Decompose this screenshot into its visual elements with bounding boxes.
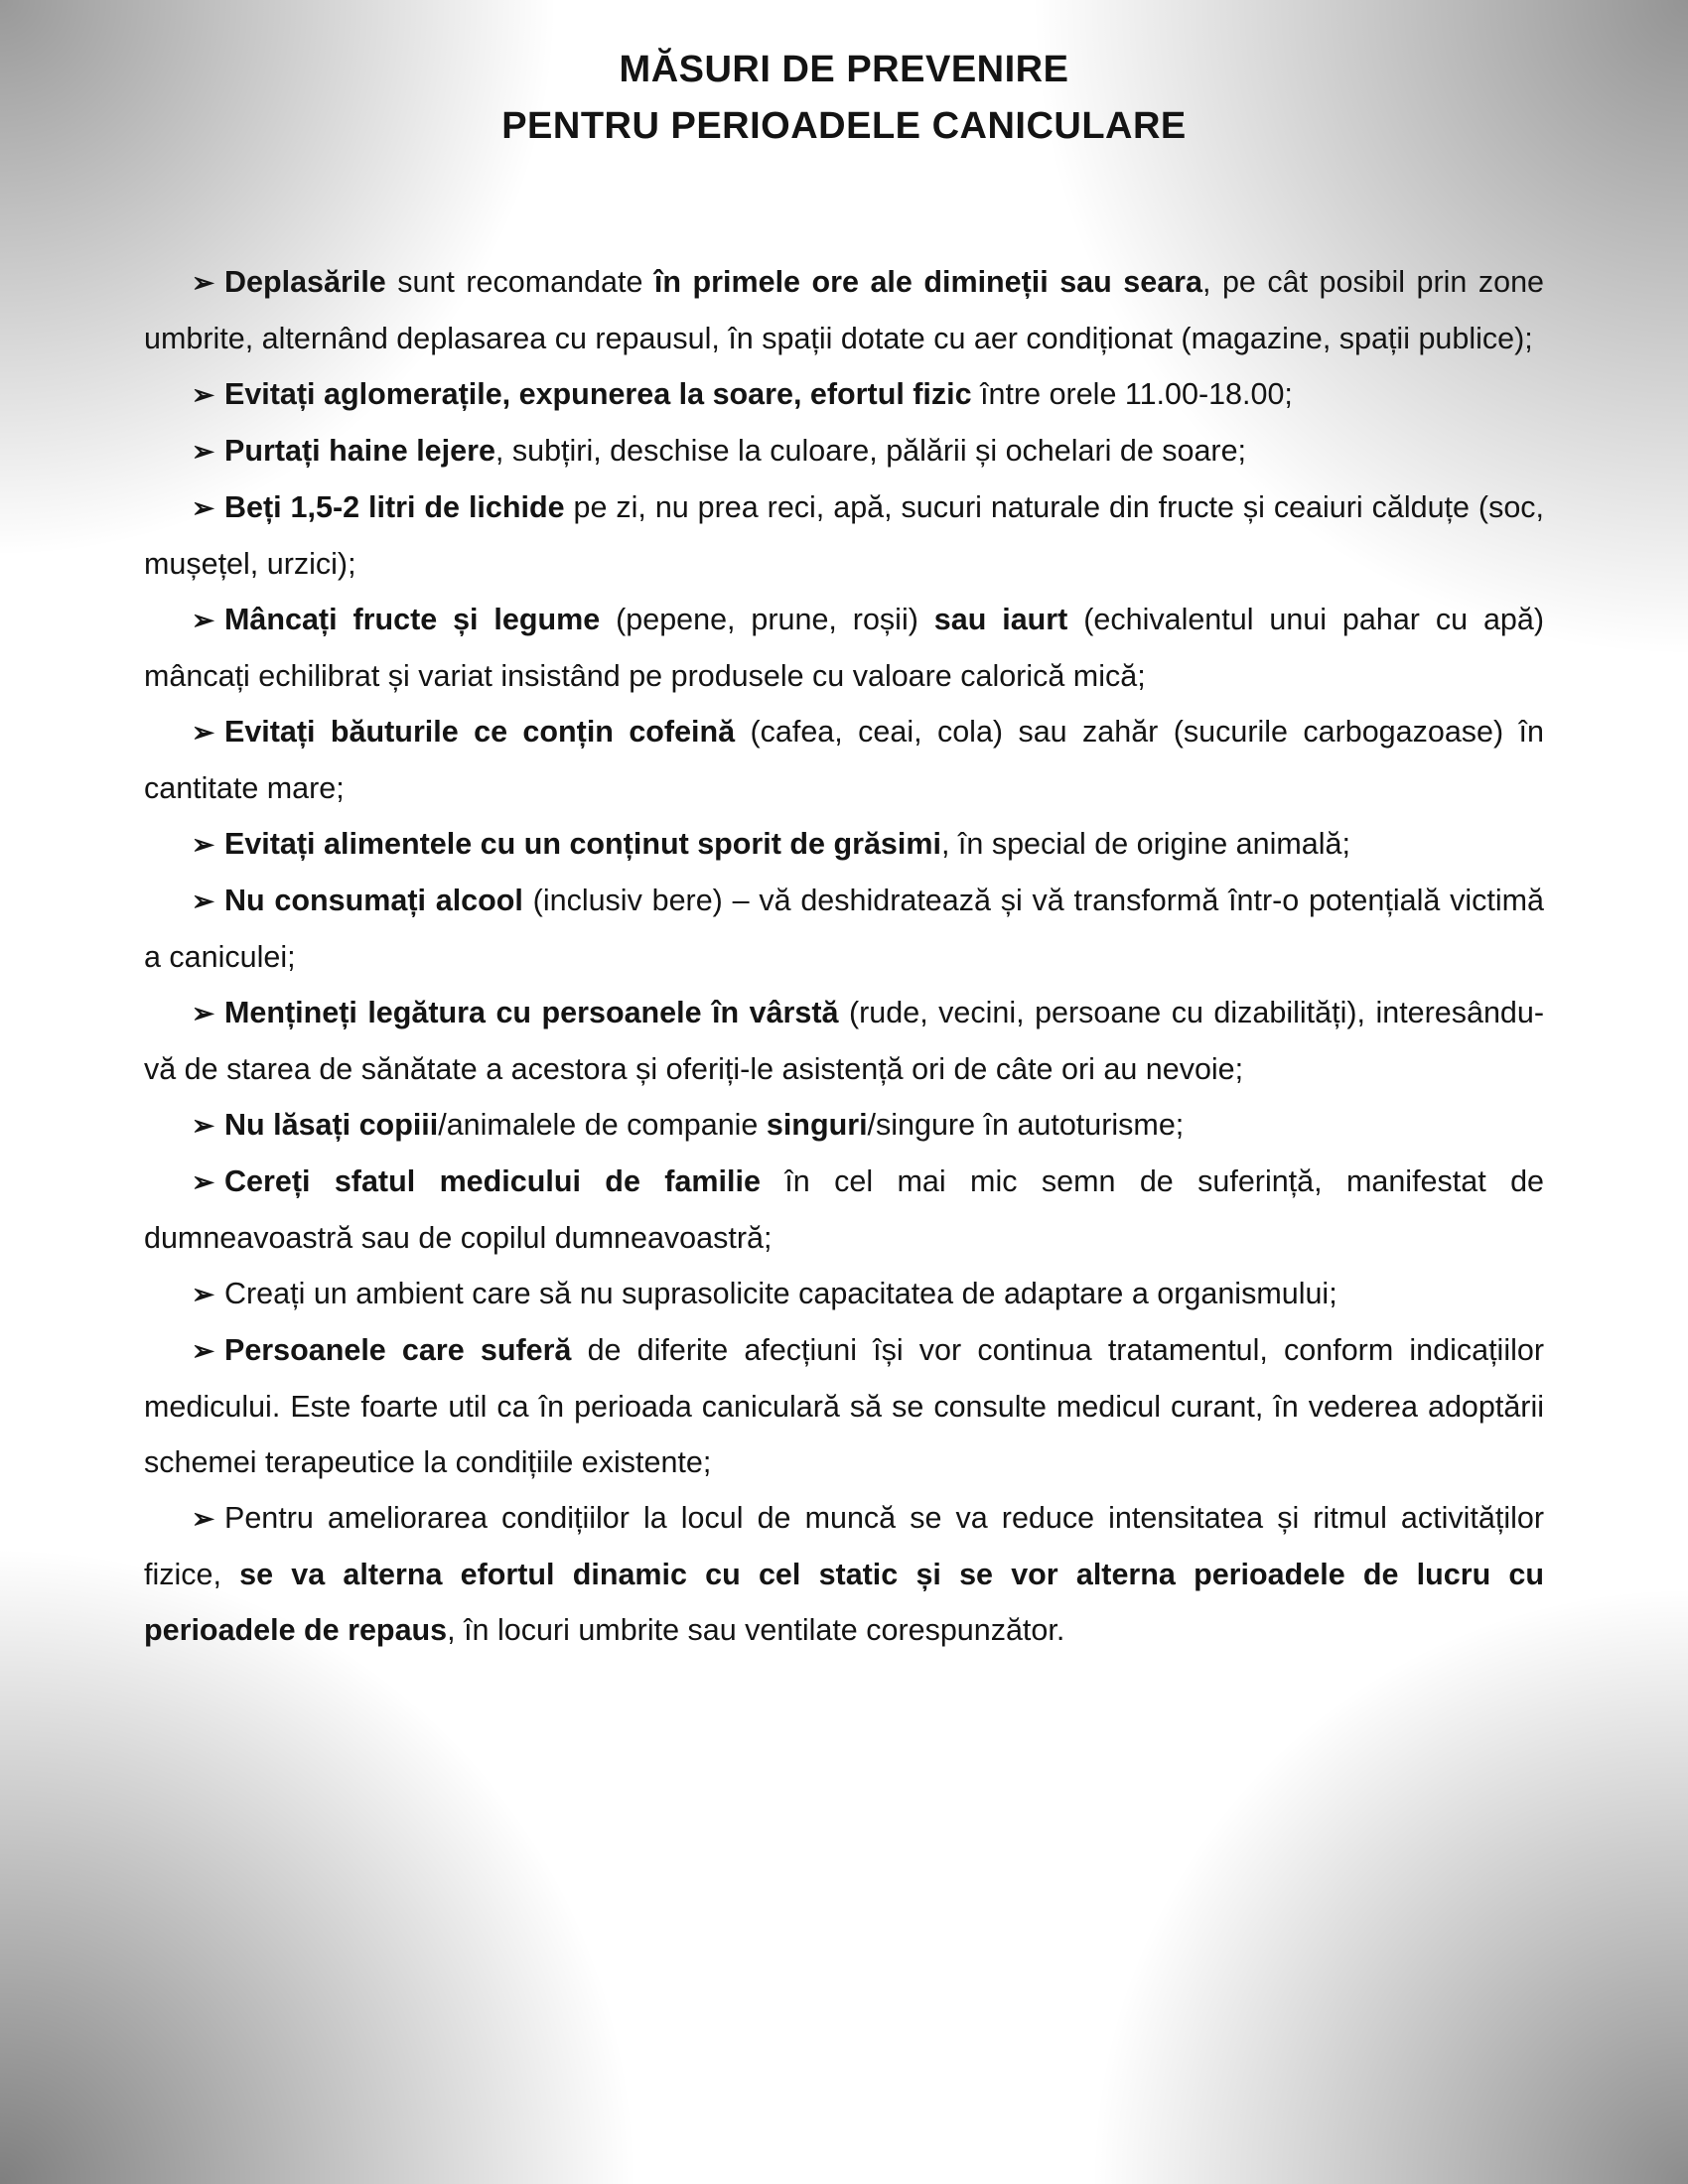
bullet-arrow-icon: ➢ [192, 605, 214, 635]
measure-text-bold: Beți 1,5-2 litri de lichide [224, 490, 565, 524]
measure-item [144, 816, 1544, 873]
measure-text: (rude, vecini, persoane cu dizabilități), interesându-vă de starea de sănătate a acestora și oferiți-le asistență ori de câte ori au nevoie; [144, 996, 1545, 1086]
measure-text: pe zi, nu prea reci, apă, sucuri naturale din fructe și ceaiuri călduțe (soc, mușețel, urzici); [144, 490, 1544, 581]
measure-item [144, 479, 1544, 592]
measure-text: (pepene, prune, roșii) [600, 603, 934, 636]
measure-text-bold: Deplasările [224, 265, 386, 299]
document-title [0, 0, 1688, 155]
measure-item [144, 1097, 1544, 1154]
bullet-arrow-icon: ➢ [192, 436, 214, 467]
measure-text: între orele 11.00-18.00; [971, 377, 1293, 411]
measure-text-bold: Evitați alimentele cu un conținut sporit de grăsimi [224, 827, 941, 861]
measure-text: , subțiri, deschise la culoare, pălării și ochelari de soare; [494, 434, 1247, 468]
bullet-arrow-icon: ➢ [192, 998, 214, 1028]
measure-item [144, 985, 1544, 1097]
bullet-arrow-icon: ➢ [192, 1335, 214, 1366]
measure-text-bold: Persoanele care suferă [224, 1333, 572, 1367]
measure-item [144, 1266, 1544, 1322]
measure-item [144, 366, 1544, 423]
measure-text: (cafea, ceai, cola) sau zahăr (sucurile carbogazoase) în cantitate mare; [144, 715, 1544, 805]
bullet-arrow-icon: ➢ [192, 1110, 214, 1141]
measure-text: Pentru ameliorarea condițiilor la locul de muncă se va reduce intensitatea și ritmul activităților fizice, [144, 1501, 1544, 1591]
title-line-2: PENTRU PERIOADELE CANICULARE [501, 105, 1187, 147]
measure-item [144, 592, 1544, 704]
measure-item [144, 873, 1544, 985]
measure-text-bold: Evitați aglomerațile, expunerea la soare, efortul fizic [224, 377, 972, 411]
measure-text-bold: se va alterna efortul dinamic cu cel static și se vor alterna perioadele de lucru cu perioadele de repaus [144, 1558, 1545, 1647]
measure-item [144, 254, 1544, 366]
measure-item [144, 1322, 1544, 1490]
bullet-arrow-icon: ➢ [192, 886, 214, 916]
bullet-arrow-icon: ➢ [192, 379, 214, 410]
measure-text: sunt recomandate [385, 265, 654, 299]
bullet-arrow-icon: ➢ [192, 267, 214, 298]
measure-text: Creați un ambient care să nu suprasolicite capacitatea de adaptare a organismului; [224, 1277, 1337, 1310]
measure-item [144, 704, 1544, 816]
measure-text: , în locuri umbrite sau ventilate corespunzător. [447, 1613, 1065, 1647]
measure-item [144, 1490, 1544, 1658]
bullet-arrow-icon: ➢ [192, 829, 214, 860]
measure-text: în cel mai mic semn de suferință, manifestat de dumneavoastră sau de copilul dumneavoastră; [144, 1164, 1544, 1255]
measure-text-bold: Mențineți legătura cu persoanele în vârstă [224, 996, 839, 1029]
measure-item [144, 1154, 1544, 1266]
measure-text: de diferite afecțiuni își vor continua tratamentul, conform indicațiilor medicului. Este foarte util ca în perioada caniculară să se consulte medicul curant, în vederea adoptării schemei terapeutice la condițiile existente; [144, 1333, 1544, 1479]
measure-text-bold: în primele ore ale dimineții sau seara [653, 265, 1202, 299]
measure-text: (inclusiv bere) – vă deshidratează și vă transformă într-o potențială victimă a caniculei; [144, 884, 1544, 974]
measure-text-bold: Nu consumați alcool [224, 884, 523, 917]
measure-text: /singure în autoturisme; [867, 1108, 1185, 1142]
measure-text-bold: Purtați haine lejere [224, 434, 495, 468]
measure-text-bold: sau iaurt [933, 603, 1068, 636]
measure-text-bold: Evitați băuturile ce conțin cofeină [224, 715, 736, 749]
bullet-arrow-icon: ➢ [192, 492, 214, 523]
bullet-arrow-icon: ➢ [192, 1279, 214, 1309]
measures-list [144, 254, 1544, 1658]
measure-text-bold: singuri [766, 1108, 868, 1142]
bullet-arrow-icon: ➢ [192, 1166, 214, 1197]
measure-text: , pe cât posibil prin zone umbrite, alternând deplasarea cu repausul, în spații dotate cu aer condiționat (magazine, spații publice); [144, 265, 1544, 355]
measure-text-bold: Nu lăsați copiii [224, 1108, 439, 1142]
measure-text: (echivalentul unui pahar cu apă) mâncați echilibrat și variat insistând pe produsele cu valoare calorică mică; [144, 603, 1544, 693]
bullet-arrow-icon: ➢ [192, 717, 214, 748]
measure-text-bold: Cereți sfatul medicului de familie [224, 1164, 761, 1198]
measure-text: /animalele de companie [438, 1108, 767, 1142]
measure-item [144, 423, 1544, 479]
bullet-arrow-icon: ➢ [192, 1503, 214, 1534]
title-line-1: MĂSURI DE PREVENIRE [619, 49, 1069, 90]
measure-text-bold: Mâncați fructe și legume [224, 603, 601, 636]
measure-text: , în special de origine animală; [940, 827, 1350, 861]
